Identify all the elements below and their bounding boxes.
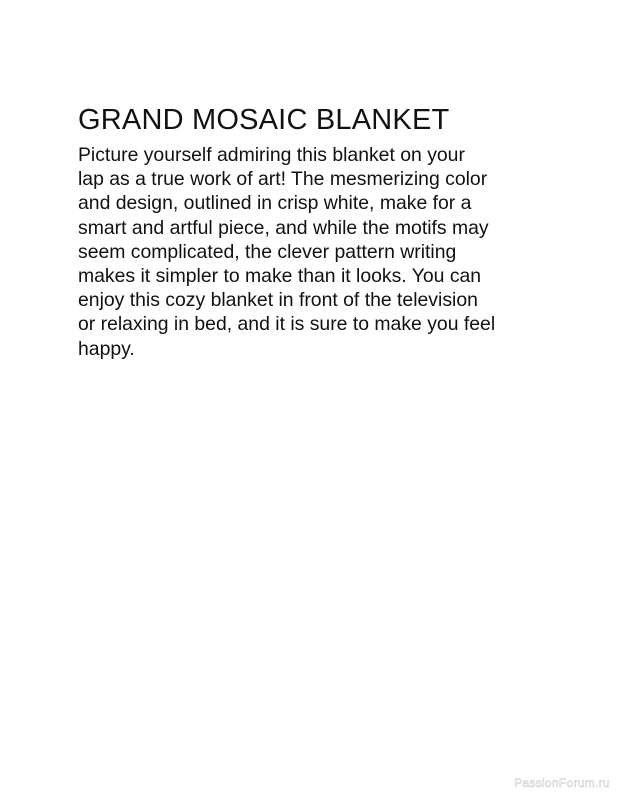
description-line: lap as a true work of art! The mesmerizing color (78, 168, 488, 191)
description-line: smart and artful piece, and while the motifs may (78, 216, 489, 239)
description-line: makes it simpler to make than it looks. You can (78, 265, 482, 288)
description-line: Picture yourself admiring this blanket on your (78, 144, 465, 166)
description-paragraph (78, 143, 558, 361)
description-line: happy. (78, 337, 135, 360)
description-line: enjoy this cozy blanket in front of the television (78, 289, 478, 312)
description-line: or relaxing in bed, and it is sure to make you feel (78, 313, 496, 336)
watermark: PassionForum.ru (514, 776, 610, 790)
document-title: GRAND MOSAIC BLANKET (78, 104, 450, 136)
description-line: and design, outlined in crisp white, make for a (78, 192, 472, 215)
description-line: seem complicated, the clever pattern writing (78, 240, 457, 263)
